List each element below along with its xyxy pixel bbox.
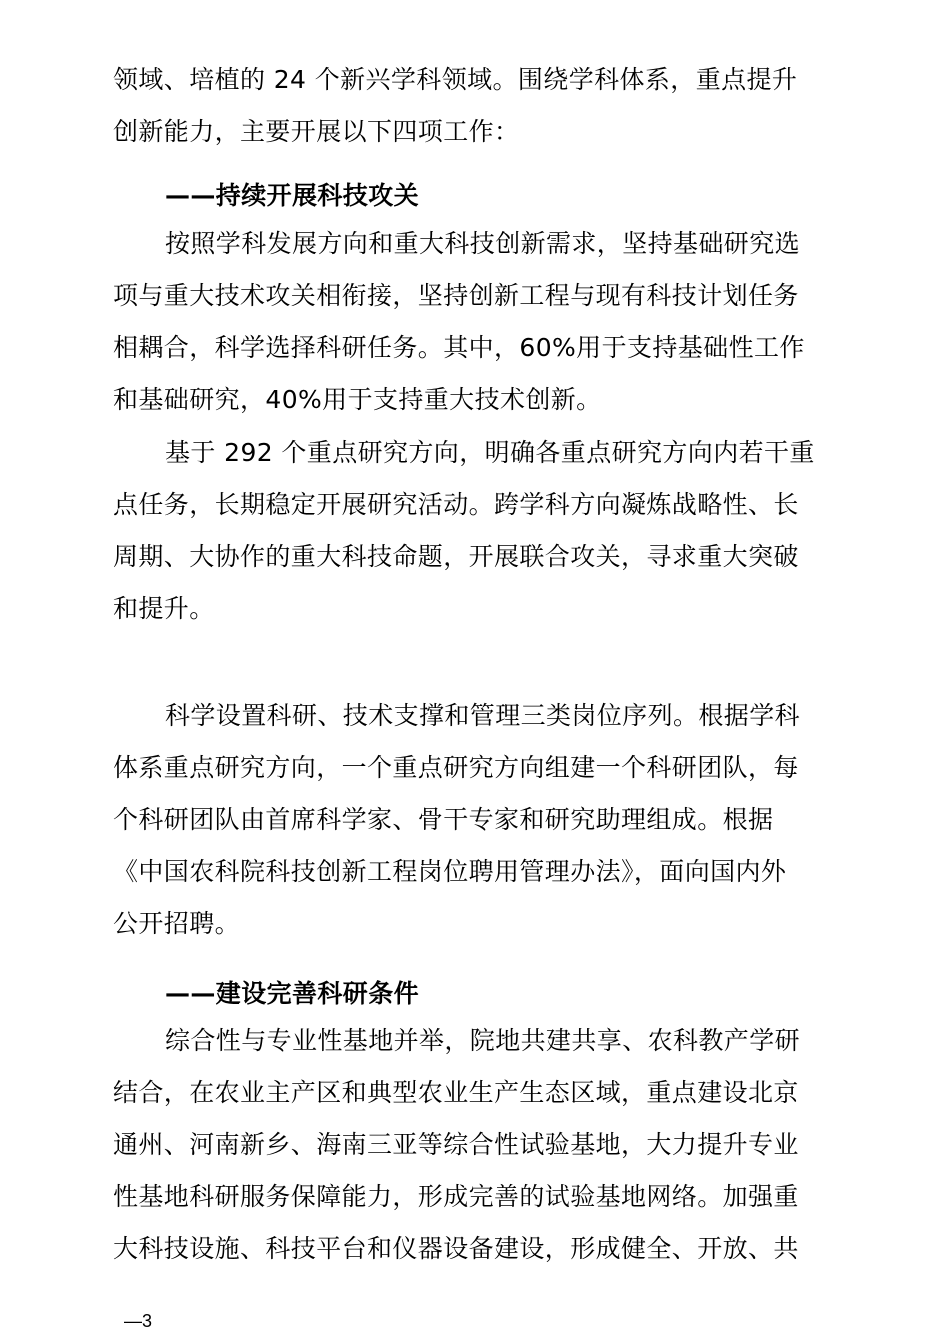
paragraph-line: 基于 292 个重点研究方向，明确各重点研究方向内若干重: [165, 438, 815, 467]
paragraph-line: 相耦合，科学选择科研任务。其中，60%用于支持基础性工作: [113, 333, 805, 362]
paragraph-line: 和基础研究，40%用于支持重大技术创新。: [113, 385, 602, 414]
section-heading: ——建设完善科研条件: [165, 979, 420, 1008]
paragraph-line: 性基地科研服务保障能力，形成完善的试验基地网络。加强重: [113, 1182, 799, 1211]
paragraph-line: 大科技设施、科技平台和仪器设备建设，形成健全、开放、共: [113, 1234, 799, 1263]
paragraph-line: 点任务，长期稳定开展研究活动。跨学科方向凝炼战略性、长: [113, 490, 799, 519]
paragraph-line: 项与重大技术攻关相衔接，坚持创新工程与现有科技计划任务: [113, 281, 799, 310]
paragraph-line: 个科研团队由首席科学家、骨干专家和研究助理组成。根据: [113, 805, 774, 834]
paragraph-line: 科学设置科研、技术支撑和管理三类岗位序列。根据学科: [165, 701, 801, 730]
paragraph-line: 周期、大协作的重大科技命题，开展联合攻关，寻求重大突破: [113, 542, 799, 571]
paragraph-line: 公开招聘。: [113, 909, 241, 938]
paragraph-line: 《中国农科院科技创新工程岗位聘用管理办法》，面向国内外: [113, 857, 787, 886]
paragraph-line: 和提升。: [113, 594, 215, 623]
paragraph-line: 领域、培植的 24 个新兴学科领域。围绕学科体系，重点提升: [113, 65, 798, 94]
paragraph-line: 创新能力，主要开展以下四项工作：: [113, 117, 520, 146]
paragraph-line: 体系重点研究方向，一个重点研究方向组建一个科研团队，每: [113, 753, 799, 782]
page-number: —3: [124, 1311, 153, 1331]
section-heading: ——持续开展科技攻关: [165, 181, 420, 210]
paragraph-line: 通州、河南新乡、海南三亚等综合性试验基地，大力提升专业: [113, 1130, 799, 1159]
paragraph-line: 按照学科发展方向和重大科技创新需求，坚持基础研究选: [165, 229, 801, 258]
paragraph-line: 结合，在农业主产区和典型农业生产生态区域，重点建设北京: [113, 1078, 799, 1107]
paragraph-line: 综合性与专业性基地并举，院地共建共享、农科教产学研: [165, 1026, 801, 1055]
